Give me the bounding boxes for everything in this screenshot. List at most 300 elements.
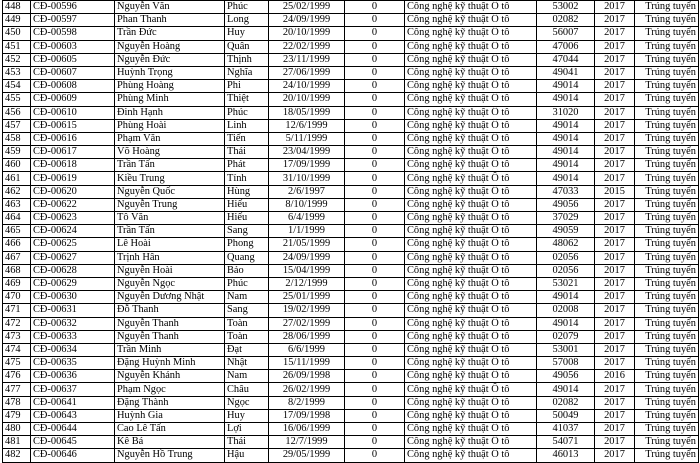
surname-cell: Trần Tấn bbox=[115, 159, 225, 172]
birth-date-cell: 1/1/1999 bbox=[269, 225, 345, 238]
priority-cell: 0 bbox=[345, 146, 405, 159]
major-cell: Công nghệ kỹ thuật Ô tô bbox=[405, 251, 537, 264]
table-row bbox=[3, 238, 699, 251]
status-cell: Trúng tuyển bbox=[635, 80, 699, 93]
surname-cell: Tô Văn bbox=[115, 212, 225, 225]
row-number-cell: 459 bbox=[3, 146, 31, 159]
priority-cell: 0 bbox=[345, 436, 405, 449]
surname-cell: Huỳnh Trọng bbox=[115, 66, 225, 79]
table-row bbox=[3, 291, 699, 304]
surname-cell: Kiều Trung bbox=[115, 172, 225, 185]
status-cell: Trúng tuyển bbox=[635, 93, 699, 106]
graduation-year-cell: 2017 bbox=[595, 436, 635, 449]
application-code-cell: CĐ-00631 bbox=[31, 304, 115, 317]
birth-date-cell: 24/09/1999 bbox=[269, 14, 345, 27]
graduation-year-cell: 2017 bbox=[595, 264, 635, 277]
row-number-cell: 452 bbox=[3, 53, 31, 66]
graduation-year-cell: 2017 bbox=[595, 132, 635, 145]
application-code-cell: CĐ-00617 bbox=[31, 146, 115, 159]
surname-cell: Võ Hoàng bbox=[115, 146, 225, 159]
table-row bbox=[3, 27, 699, 40]
application-code-cell: CĐ-00641 bbox=[31, 396, 115, 409]
table-row bbox=[3, 396, 699, 409]
surname-cell: Đỗ Thanh bbox=[115, 304, 225, 317]
priority-cell: 0 bbox=[345, 212, 405, 225]
birth-date-cell: 2/12/1999 bbox=[269, 277, 345, 290]
status-cell: Trúng tuyển bbox=[635, 409, 699, 422]
surname-cell: Kê Bá bbox=[115, 436, 225, 449]
application-code-cell: CĐ-00624 bbox=[31, 225, 115, 238]
status-cell: Trúng tuyển bbox=[635, 106, 699, 119]
given-name-cell: Toàn bbox=[225, 317, 269, 330]
application-code-cell: CĐ-00620 bbox=[31, 185, 115, 198]
graduation-year-cell: 2017 bbox=[595, 383, 635, 396]
row-number-cell: 448 bbox=[3, 1, 31, 14]
graduation-year-cell: 2017 bbox=[595, 40, 635, 53]
major-cell: Công nghệ kỹ thuật Ô tô bbox=[405, 277, 537, 290]
given-name-cell: Phi bbox=[225, 80, 269, 93]
row-number-cell: 465 bbox=[3, 225, 31, 238]
status-cell: Trúng tuyển bbox=[635, 383, 699, 396]
given-name-cell: Nam bbox=[225, 370, 269, 383]
surname-cell: Nguyễn Hoàng bbox=[115, 40, 225, 53]
status-cell: Trúng tuyển bbox=[635, 172, 699, 185]
given-name-cell: Phong bbox=[225, 238, 269, 251]
table-row bbox=[3, 80, 699, 93]
status-cell: Trúng tuyển bbox=[635, 251, 699, 264]
given-name-cell: Hiếu bbox=[225, 212, 269, 225]
school-code-cell: 31020 bbox=[537, 106, 595, 119]
school-code-cell: 02056 bbox=[537, 251, 595, 264]
birth-date-cell: 15/11/1999 bbox=[269, 357, 345, 370]
given-name-cell: Sang bbox=[225, 225, 269, 238]
application-code-cell: CĐ-00634 bbox=[31, 343, 115, 356]
graduation-year-cell: 2017 bbox=[595, 251, 635, 264]
table-row bbox=[3, 93, 699, 106]
major-cell: Công nghệ kỹ thuật Ô tô bbox=[405, 423, 537, 436]
birth-date-cell: 20/10/1999 bbox=[269, 93, 345, 106]
graduation-year-cell: 2017 bbox=[595, 14, 635, 27]
priority-cell: 0 bbox=[345, 330, 405, 343]
birth-date-cell: 6/6/1999 bbox=[269, 343, 345, 356]
priority-cell: 0 bbox=[345, 317, 405, 330]
graduation-year-cell: 2017 bbox=[595, 106, 635, 119]
priority-cell: 0 bbox=[345, 449, 405, 462]
graduation-year-cell: 2017 bbox=[595, 423, 635, 436]
surname-cell: Nguyễn Ngọc bbox=[115, 277, 225, 290]
table-row bbox=[3, 40, 699, 53]
row-number-cell: 451 bbox=[3, 40, 31, 53]
application-code-cell: CĐ-00632 bbox=[31, 317, 115, 330]
table-row bbox=[3, 1, 699, 14]
given-name-cell: Thái bbox=[225, 146, 269, 159]
graduation-year-cell: 2017 bbox=[595, 172, 635, 185]
row-number-cell: 456 bbox=[3, 106, 31, 119]
major-cell: Công nghệ kỹ thuật Ô tô bbox=[405, 172, 537, 185]
graduation-year-cell: 2017 bbox=[595, 330, 635, 343]
birth-date-cell: 22/02/1999 bbox=[269, 40, 345, 53]
given-name-cell: Phúc bbox=[225, 1, 269, 14]
table-row bbox=[3, 330, 699, 343]
status-cell: Trúng tuyển bbox=[635, 304, 699, 317]
major-cell: Công nghệ kỹ thuật Ô tô bbox=[405, 343, 537, 356]
birth-date-cell: 16/06/1999 bbox=[269, 423, 345, 436]
graduation-year-cell: 2017 bbox=[595, 225, 635, 238]
row-number-cell: 471 bbox=[3, 304, 31, 317]
birth-date-cell: 26/02/1999 bbox=[269, 383, 345, 396]
status-cell: Trúng tuyển bbox=[635, 396, 699, 409]
row-number-cell: 470 bbox=[3, 291, 31, 304]
given-name-cell: Huy bbox=[225, 409, 269, 422]
birth-date-cell: 25/01/1999 bbox=[269, 291, 345, 304]
application-code-cell: CĐ-00636 bbox=[31, 370, 115, 383]
priority-cell: 0 bbox=[345, 93, 405, 106]
status-cell: Trúng tuyển bbox=[635, 212, 699, 225]
application-code-cell: CĐ-00643 bbox=[31, 409, 115, 422]
application-code-cell: CĐ-00607 bbox=[31, 66, 115, 79]
birth-date-cell: 20/10/1999 bbox=[269, 27, 345, 40]
table-row bbox=[3, 132, 699, 145]
given-name-cell: Toàn bbox=[225, 330, 269, 343]
priority-cell: 0 bbox=[345, 291, 405, 304]
graduation-year-cell: 2017 bbox=[595, 277, 635, 290]
table-row bbox=[3, 264, 699, 277]
surname-cell: Phan Thanh bbox=[115, 14, 225, 27]
table-row bbox=[3, 198, 699, 211]
birth-date-cell: 17/09/1999 bbox=[269, 159, 345, 172]
table-row bbox=[3, 357, 699, 370]
birth-date-cell: 5/11/1999 bbox=[269, 132, 345, 145]
major-cell: Công nghệ kỹ thuật Ô tô bbox=[405, 383, 537, 396]
row-number-cell: 468 bbox=[3, 264, 31, 277]
row-number-cell: 462 bbox=[3, 185, 31, 198]
priority-cell: 0 bbox=[345, 396, 405, 409]
major-cell: Công nghệ kỹ thuật Ô tô bbox=[405, 291, 537, 304]
given-name-cell: Nghĩa bbox=[225, 66, 269, 79]
priority-cell: 0 bbox=[345, 132, 405, 145]
row-number-cell: 477 bbox=[3, 383, 31, 396]
surname-cell: Lê Hoài bbox=[115, 238, 225, 251]
graduation-year-cell: 2017 bbox=[595, 1, 635, 14]
graduation-year-cell: 2017 bbox=[595, 449, 635, 462]
table-row bbox=[3, 383, 699, 396]
surname-cell: Cao Lê Tấn bbox=[115, 423, 225, 436]
row-number-cell: 478 bbox=[3, 396, 31, 409]
application-code-cell: CĐ-00615 bbox=[31, 119, 115, 132]
graduation-year-cell: 2016 bbox=[595, 370, 635, 383]
table-body bbox=[3, 1, 699, 463]
school-code-cell: 37029 bbox=[537, 212, 595, 225]
application-code-cell: CĐ-00637 bbox=[31, 383, 115, 396]
table-row bbox=[3, 106, 699, 119]
row-number-cell: 469 bbox=[3, 277, 31, 290]
major-cell: Công nghệ kỹ thuật Ô tô bbox=[405, 185, 537, 198]
priority-cell: 0 bbox=[345, 383, 405, 396]
school-code-cell: 46013 bbox=[537, 449, 595, 462]
major-cell: Công nghệ kỹ thuật Ô tô bbox=[405, 106, 537, 119]
given-name-cell: Quang bbox=[225, 251, 269, 264]
major-cell: Công nghệ kỹ thuật Ô tô bbox=[405, 159, 537, 172]
birth-date-cell: 27/02/1999 bbox=[269, 317, 345, 330]
surname-cell: Trần Minh bbox=[115, 343, 225, 356]
given-name-cell: Nam bbox=[225, 291, 269, 304]
table-row bbox=[3, 409, 699, 422]
school-code-cell: 49014 bbox=[537, 317, 595, 330]
birth-date-cell: 8/2/1999 bbox=[269, 396, 345, 409]
given-name-cell: Châu bbox=[225, 383, 269, 396]
priority-cell: 0 bbox=[345, 409, 405, 422]
school-code-cell: 49014 bbox=[537, 93, 595, 106]
surname-cell: Phùng Minh bbox=[115, 93, 225, 106]
priority-cell: 0 bbox=[345, 238, 405, 251]
table-row bbox=[3, 317, 699, 330]
birth-date-cell: 28/06/1999 bbox=[269, 330, 345, 343]
major-cell: Công nghệ kỹ thuật Ô tô bbox=[405, 27, 537, 40]
surname-cell: Phùng Hoài bbox=[115, 119, 225, 132]
application-code-cell: CĐ-00603 bbox=[31, 40, 115, 53]
major-cell: Công nghệ kỹ thuật Ô tô bbox=[405, 212, 537, 225]
row-number-cell: 449 bbox=[3, 14, 31, 27]
row-number-cell: 473 bbox=[3, 330, 31, 343]
given-name-cell: Hùng bbox=[225, 185, 269, 198]
school-code-cell: 49014 bbox=[537, 383, 595, 396]
given-name-cell: Thái bbox=[225, 436, 269, 449]
application-code-cell: CĐ-00633 bbox=[31, 330, 115, 343]
priority-cell: 0 bbox=[345, 185, 405, 198]
surname-cell: Huỳnh Gia bbox=[115, 409, 225, 422]
school-code-cell: 53002 bbox=[537, 1, 595, 14]
row-number-cell: 454 bbox=[3, 80, 31, 93]
row-number-cell: 461 bbox=[3, 172, 31, 185]
major-cell: Công nghệ kỹ thuật Ô tô bbox=[405, 146, 537, 159]
status-cell: Trúng tuyển bbox=[635, 357, 699, 370]
table-row bbox=[3, 14, 699, 27]
graduation-year-cell: 2017 bbox=[595, 146, 635, 159]
major-cell: Công nghệ kỹ thuật Ô tô bbox=[405, 40, 537, 53]
table-row bbox=[3, 53, 699, 66]
birth-date-cell: 6/4/1999 bbox=[269, 212, 345, 225]
application-code-cell: CĐ-00618 bbox=[31, 159, 115, 172]
birth-date-cell: 17/09/1998 bbox=[269, 409, 345, 422]
priority-cell: 0 bbox=[345, 277, 405, 290]
status-cell: Trúng tuyển bbox=[635, 146, 699, 159]
row-number-cell: 455 bbox=[3, 93, 31, 106]
birth-date-cell: 26/09/1998 bbox=[269, 370, 345, 383]
major-cell: Công nghệ kỹ thuật Ô tô bbox=[405, 396, 537, 409]
major-cell: Công nghệ kỹ thuật Ô tô bbox=[405, 409, 537, 422]
surname-cell: Trần Tấn bbox=[115, 225, 225, 238]
status-cell: Trúng tuyển bbox=[635, 185, 699, 198]
status-cell: Trúng tuyển bbox=[635, 291, 699, 304]
birth-date-cell: 21/05/1999 bbox=[269, 238, 345, 251]
surname-cell: Nguyễn Dương Nhật bbox=[115, 291, 225, 304]
given-name-cell: Sang bbox=[225, 304, 269, 317]
priority-cell: 0 bbox=[345, 423, 405, 436]
major-cell: Công nghệ kỹ thuật Ô tô bbox=[405, 264, 537, 277]
school-code-cell: 49041 bbox=[537, 66, 595, 79]
birth-date-cell: 31/10/1999 bbox=[269, 172, 345, 185]
school-code-cell: 02082 bbox=[537, 396, 595, 409]
graduation-year-cell: 2017 bbox=[595, 212, 635, 225]
given-name-cell: Long bbox=[225, 14, 269, 27]
priority-cell: 0 bbox=[345, 172, 405, 185]
given-name-cell: Nhật bbox=[225, 357, 269, 370]
status-cell: Trúng tuyển bbox=[635, 330, 699, 343]
given-name-cell: Phúc bbox=[225, 106, 269, 119]
priority-cell: 0 bbox=[345, 264, 405, 277]
application-code-cell: CĐ-00625 bbox=[31, 238, 115, 251]
given-name-cell: Thiệt bbox=[225, 93, 269, 106]
school-code-cell: 49056 bbox=[537, 198, 595, 211]
major-cell: Công nghệ kỹ thuật Ô tô bbox=[405, 93, 537, 106]
graduation-year-cell: 2017 bbox=[595, 238, 635, 251]
graduation-year-cell: 2017 bbox=[595, 291, 635, 304]
priority-cell: 0 bbox=[345, 343, 405, 356]
major-cell: Công nghệ kỹ thuật Ô tô bbox=[405, 225, 537, 238]
priority-cell: 0 bbox=[345, 159, 405, 172]
row-number-cell: 460 bbox=[3, 159, 31, 172]
birth-date-cell: 19/02/1999 bbox=[269, 304, 345, 317]
row-number-cell: 479 bbox=[3, 409, 31, 422]
given-name-cell: Tiến bbox=[225, 132, 269, 145]
status-cell: Trúng tuyển bbox=[635, 14, 699, 27]
priority-cell: 0 bbox=[345, 198, 405, 211]
surname-cell: Phạm Văn bbox=[115, 132, 225, 145]
given-name-cell: Bảo bbox=[225, 264, 269, 277]
given-name-cell: Lợi bbox=[225, 423, 269, 436]
major-cell: Công nghệ kỹ thuật Ô tô bbox=[405, 14, 537, 27]
birth-date-cell: 24/10/1999 bbox=[269, 80, 345, 93]
birth-date-cell: 24/09/1999 bbox=[269, 251, 345, 264]
major-cell: Công nghệ kỹ thuật Ô tô bbox=[405, 370, 537, 383]
major-cell: Công nghệ kỹ thuật Ô tô bbox=[405, 449, 537, 462]
birth-date-cell: 12/6/1999 bbox=[269, 119, 345, 132]
status-cell: Trúng tuyển bbox=[635, 66, 699, 79]
application-code-cell: CĐ-00608 bbox=[31, 80, 115, 93]
priority-cell: 0 bbox=[345, 119, 405, 132]
birth-date-cell: 23/04/1999 bbox=[269, 146, 345, 159]
row-number-cell: 482 bbox=[3, 449, 31, 462]
row-number-cell: 464 bbox=[3, 212, 31, 225]
status-cell: Trúng tuyển bbox=[635, 198, 699, 211]
major-cell: Công nghệ kỹ thuật Ô tô bbox=[405, 132, 537, 145]
table-row bbox=[3, 66, 699, 79]
school-code-cell: 49014 bbox=[537, 119, 595, 132]
given-name-cell: Linh bbox=[225, 119, 269, 132]
school-code-cell: 41037 bbox=[537, 423, 595, 436]
application-code-cell: CĐ-00630 bbox=[31, 291, 115, 304]
major-cell: Công nghệ kỹ thuật Ô tô bbox=[405, 238, 537, 251]
table-row bbox=[3, 423, 699, 436]
school-code-cell: 02056 bbox=[537, 264, 595, 277]
major-cell: Công nghệ kỹ thuật Ô tô bbox=[405, 198, 537, 211]
surname-cell: Nguyễn Văn bbox=[115, 1, 225, 14]
graduation-year-cell: 2017 bbox=[595, 409, 635, 422]
major-cell: Công nghệ kỹ thuật Ô tô bbox=[405, 119, 537, 132]
table-row bbox=[3, 277, 699, 290]
birth-date-cell: 25/02/1999 bbox=[269, 1, 345, 14]
application-code-cell: CĐ-00610 bbox=[31, 106, 115, 119]
school-code-cell: 49056 bbox=[537, 370, 595, 383]
application-code-cell: CĐ-00645 bbox=[31, 436, 115, 449]
school-code-cell: 49014 bbox=[537, 172, 595, 185]
status-cell: Trúng tuyển bbox=[635, 225, 699, 238]
graduation-year-cell: 2017 bbox=[595, 159, 635, 172]
row-number-cell: 466 bbox=[3, 238, 31, 251]
major-cell: Công nghệ kỹ thuật Ô tô bbox=[405, 66, 537, 79]
school-code-cell: 02008 bbox=[537, 304, 595, 317]
school-code-cell: 02079 bbox=[537, 330, 595, 343]
status-cell: Trúng tuyển bbox=[635, 40, 699, 53]
application-code-cell: CĐ-00627 bbox=[31, 251, 115, 264]
priority-cell: 0 bbox=[345, 66, 405, 79]
surname-cell: Trịnh Hân bbox=[115, 251, 225, 264]
priority-cell: 0 bbox=[345, 357, 405, 370]
priority-cell: 0 bbox=[345, 225, 405, 238]
graduation-year-cell: 2017 bbox=[595, 80, 635, 93]
school-code-cell: 49014 bbox=[537, 80, 595, 93]
table-row bbox=[3, 146, 699, 159]
given-name-cell: Phúc bbox=[225, 277, 269, 290]
status-cell: Trúng tuyển bbox=[635, 238, 699, 251]
birth-date-cell: 27/06/1999 bbox=[269, 66, 345, 79]
status-cell: Trúng tuyển bbox=[635, 1, 699, 14]
table-row bbox=[3, 159, 699, 172]
application-code-cell: CĐ-00622 bbox=[31, 198, 115, 211]
given-name-cell: Quân bbox=[225, 40, 269, 53]
surname-cell: Nguyễn Thanh bbox=[115, 317, 225, 330]
table-row bbox=[3, 251, 699, 264]
row-number-cell: 467 bbox=[3, 251, 31, 264]
school-code-cell: 53001 bbox=[537, 343, 595, 356]
application-code-cell: CĐ-00644 bbox=[31, 423, 115, 436]
status-cell: Trúng tuyển bbox=[635, 317, 699, 330]
status-cell: Trúng tuyển bbox=[635, 343, 699, 356]
major-cell: Công nghệ kỹ thuật Ô tô bbox=[405, 330, 537, 343]
surname-cell: Nguyễn Quốc bbox=[115, 185, 225, 198]
graduation-year-cell: 2017 bbox=[595, 198, 635, 211]
priority-cell: 0 bbox=[345, 80, 405, 93]
table-row bbox=[3, 172, 699, 185]
priority-cell: 0 bbox=[345, 53, 405, 66]
table-row bbox=[3, 370, 699, 383]
surname-cell: Trần Đức bbox=[115, 27, 225, 40]
row-number-cell: 453 bbox=[3, 66, 31, 79]
priority-cell: 0 bbox=[345, 304, 405, 317]
school-code-cell: 47033 bbox=[537, 185, 595, 198]
surname-cell: Nguyễn Thanh bbox=[115, 330, 225, 343]
application-code-cell: CĐ-00619 bbox=[31, 172, 115, 185]
given-name-cell: Đạt bbox=[225, 343, 269, 356]
graduation-year-cell: 2017 bbox=[595, 66, 635, 79]
status-cell: Trúng tuyển bbox=[635, 119, 699, 132]
application-code-cell: CĐ-00646 bbox=[31, 449, 115, 462]
surname-cell: Nguyễn Hoài bbox=[115, 264, 225, 277]
application-code-cell: CĐ-00629 bbox=[31, 277, 115, 290]
application-code-cell: CĐ-00628 bbox=[31, 264, 115, 277]
school-code-cell: 49014 bbox=[537, 132, 595, 145]
graduation-year-cell: 2017 bbox=[595, 357, 635, 370]
graduation-year-cell: 2017 bbox=[595, 119, 635, 132]
admission-results-table bbox=[2, 0, 699, 463]
given-name-cell: Hậu bbox=[225, 449, 269, 462]
application-code-cell: CĐ-00623 bbox=[31, 212, 115, 225]
birth-date-cell: 29/05/1999 bbox=[269, 449, 345, 462]
priority-cell: 0 bbox=[345, 106, 405, 119]
priority-cell: 0 bbox=[345, 14, 405, 27]
birth-date-cell: 2/6/1997 bbox=[269, 185, 345, 198]
graduation-year-cell: 2017 bbox=[595, 93, 635, 106]
